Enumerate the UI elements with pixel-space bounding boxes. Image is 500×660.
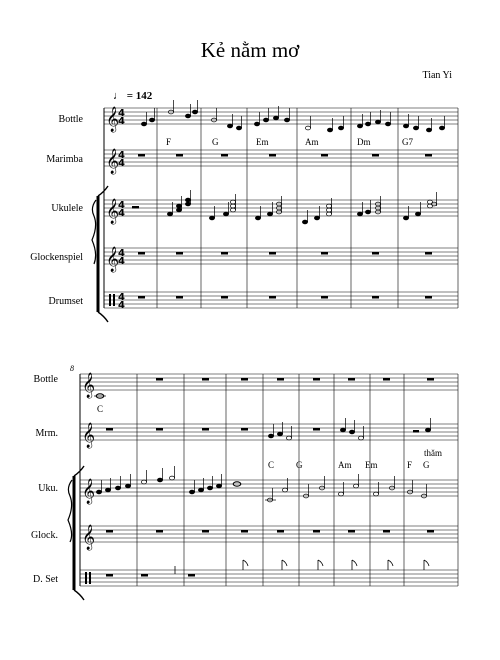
instrument-label-drumset: D. Set [33,574,58,585]
composer-name: Tian Yi [422,70,452,81]
chord-symbol: G7 [402,137,413,147]
svg-text:4: 4 [118,248,125,259]
chord-symbol: G [296,460,303,470]
marimba-notes-system-2 [268,418,430,440]
svg-text:4: 4 [118,150,125,161]
chord-symbol: Dm [357,137,371,147]
svg-text:4: 4 [118,200,125,211]
svg-text:4: 4 [118,108,125,119]
percussion-clef [85,572,87,584]
instrument-label-glockenspiel: Glockenspiel [30,252,83,263]
treble-clef: 𝄞 [106,199,120,224]
chord-symbol: C [268,460,275,470]
svg-text:4: 4 [118,158,125,169]
chord-symbol: Am [338,460,352,470]
treble-clef: 𝄞 [82,525,96,550]
treble-clef: 𝄞 [82,479,96,504]
chord-symbol: Em [365,460,378,470]
tempo-marking: ♩ = 142 [113,90,153,102]
instrument-label-bottle: Bottle [58,114,83,125]
lyric-syllable: thăm [424,448,442,458]
treble-clef: 𝄞 [106,107,120,132]
chord-symbol: F [166,137,172,147]
treble-clef: 𝄞 [82,423,96,448]
instrument-label-glockenspiel: Glock. [31,530,58,541]
percussion-clef [109,294,111,306]
chord-symbol: F [407,460,413,470]
instrument-label-marimba: Marimba [46,154,83,165]
chord-symbol: Em [256,137,269,147]
instrument-label-drumset: Drumset [48,296,83,307]
drum-hits-system-2 [175,560,429,574]
instrument-label-ukulele: Ukulele [51,203,83,214]
svg-text:4: 4 [118,208,125,219]
score-title: Kẻ nằm mơ [200,38,300,62]
measure-number: 8 [70,364,74,373]
treble-clef: 𝄞 [106,247,120,272]
treble-clef: 𝄞 [82,373,96,398]
svg-text:4: 4 [118,292,125,303]
svg-text:4: 4 [118,116,125,127]
treble-clef: 𝄞 [106,149,120,174]
instrument-label-bottle: Bottle [33,374,58,385]
svg-text:4: 4 [118,300,125,311]
ukulele-chords-system-1 [167,190,436,224]
svg-text:4: 4 [118,256,125,267]
instrument-label-ukulele: Uku. [38,483,58,494]
instrument-label-marimba: Mrm. [35,428,58,439]
chord-symbol: C [97,404,104,414]
chord-symbol: G [212,137,219,147]
chord-symbol: G [423,460,430,470]
chord-symbol: Am [305,137,319,147]
